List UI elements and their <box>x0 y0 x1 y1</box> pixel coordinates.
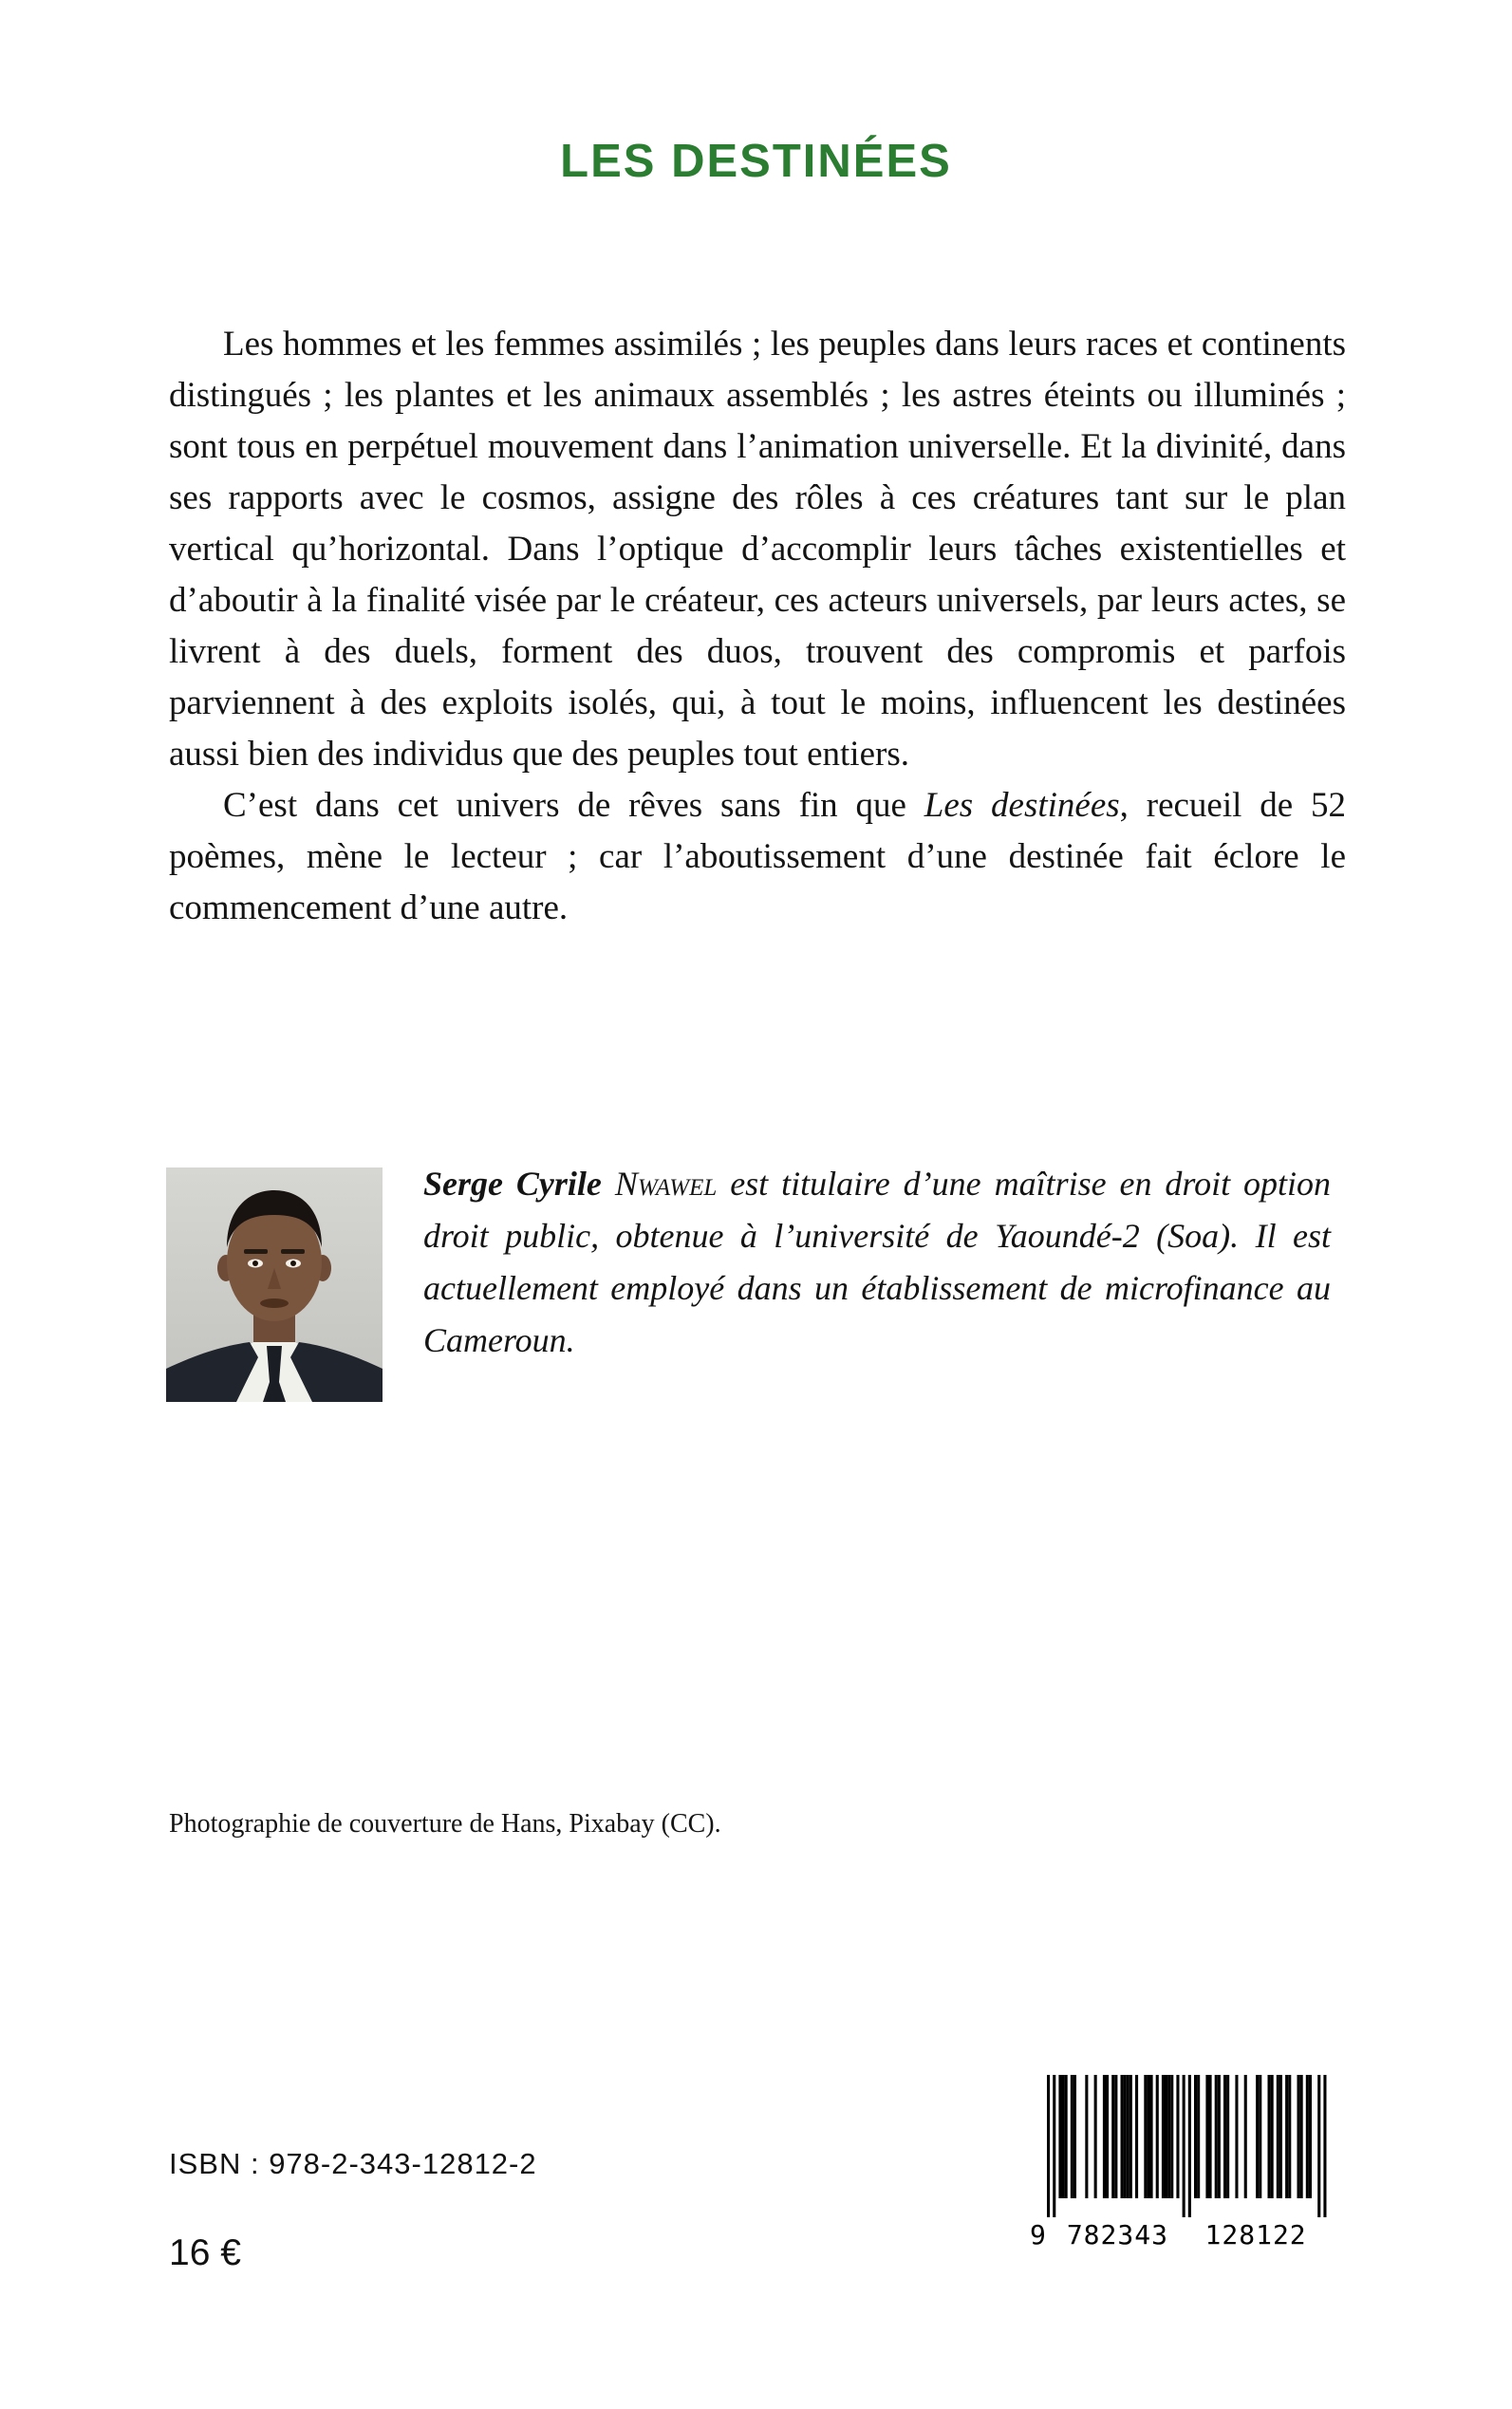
author-bio-text: est titulaire d’une maîtrise en droit option droit public, obtenue à l’université de Yaoundé-2 (Soa). Il est actuellement employé dans un établissement de microfinance au Cameroun. <box>423 1165 1331 1359</box>
svg-text:128122: 128122 <box>1204 2219 1307 2250</box>
synopsis <box>169 319 1346 934</box>
book-title: LES DESTINÉES <box>560 136 952 187</box>
photo-credit: Photographie de couverture de Hans, Pixabay (CC). <box>169 1809 721 1839</box>
synopsis-paragraph-2 <box>169 780 1346 934</box>
author-bio <box>423 1158 1331 1367</box>
price-label: 16 € <box>169 2232 241 2273</box>
barcode-bars <box>1030 2075 1332 2250</box>
author-portrait-illustration <box>166 1167 383 1402</box>
barcode <box>1030 2075 1334 2253</box>
author-section <box>166 1164 1334 1410</box>
svg-text:9: 9 <box>1030 2219 1047 2250</box>
book-title-reference: Les destinées <box>924 786 1120 825</box>
isbn-label: ISBN : 978-2-343-12812-2 <box>169 2147 537 2180</box>
author-surname: Nwawel <box>614 1165 718 1203</box>
author-photo <box>166 1167 383 1402</box>
svg-text:782343: 782343 <box>1066 2219 1168 2250</box>
author-first-names: Serge Cyrile <box>423 1165 615 1203</box>
synopsis-p2-text-before: C’est dans cet univers de rêves sans fin que <box>223 786 924 825</box>
synopsis-paragraph-1: Les hommes et les femmes assimilés ; les peuples dans leurs races et continents distingués ; les plantes et les animaux assemblés ; les astres éteints ou illuminés ; sont tous en perpétuel mouvement dans l’animation universelle. Et la divinité, dans ses rapports avec le cosmos, assigne des rôles à ces créatures tant sur le plan vertical qu’horizontal. Dans l’optique d’accomplir leurs tâches existentielles et d’aboutir à la finalité visée par le créateur, ces acteurs universels, par leurs actes, se livrent à des duels, forment des duos, trouvent des compromis et parfois parviennent à des exploits isolés, qui, à tout le moins, influencent les destinées aussi bien des individus que des peuples tout entiers. <box>169 325 1346 774</box>
synopsis-p2-text-after: , recueil de 52 poèmes, mène le lecteur ; car l’aboutissement d’une destinée fait éclore le commencement d’une autre. <box>169 786 1347 927</box>
